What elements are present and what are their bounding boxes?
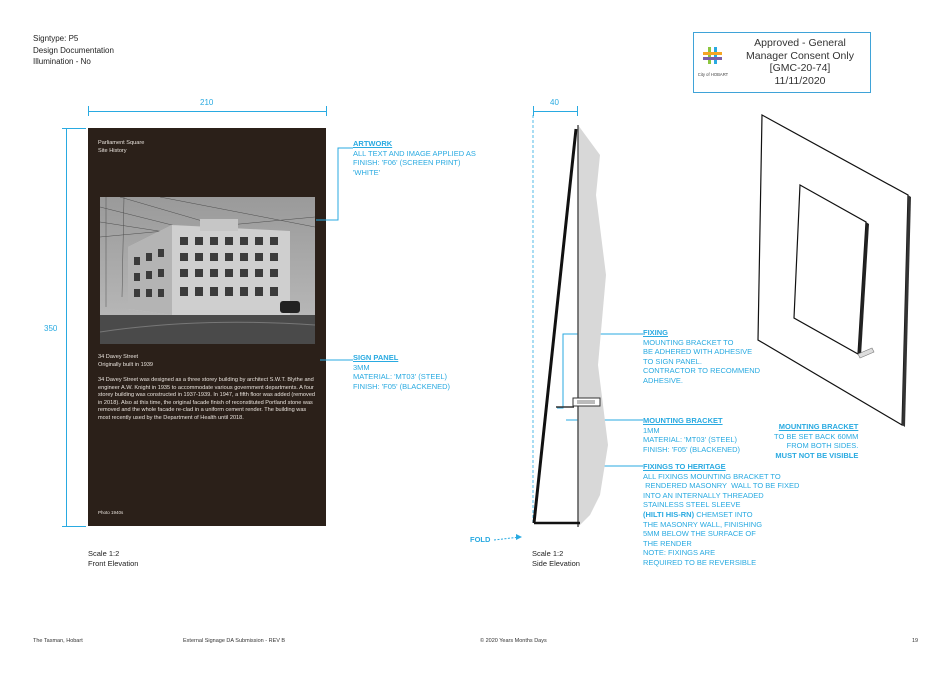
sign-panel-heading: SIGN PANEL <box>353 353 399 362</box>
stamp-line-3: [GMC-20-74] <box>769 62 831 74</box>
height-dimension-tick-bottom <box>62 526 86 527</box>
side-elevation-label <box>532 549 580 569</box>
width-dimension-tick-right <box>326 106 327 116</box>
front-elevation-label <box>88 549 138 569</box>
city-of-hobart-logo <box>698 43 728 83</box>
photo-credit: Photo 1940s <box>98 510 124 515</box>
depth-dimension-line <box>533 111 577 112</box>
width-dimension-value: 210 <box>200 98 214 107</box>
artwork-heading: ARTWORK <box>353 139 393 148</box>
historic-building-photo <box>100 197 315 344</box>
fixings-heritage-line: NOTE: FIXINGS ARE <box>643 548 716 558</box>
mounting-bracket-note <box>643 416 740 454</box>
sign-panel-line: MATERIAL: 'MT03' (STEEL) <box>353 372 447 382</box>
fixing-line: MOUNTING BRACKET TO <box>643 337 734 347</box>
fixings-heritage-line: RENDERED MASONRY WALL TO BE FIXED <box>643 481 800 491</box>
mounting-bracket-heading: MOUNTING BRACKET <box>643 416 723 425</box>
fixings-heritage-line: ALL FIXINGS MOUNTING BRACKET TO <box>643 471 781 481</box>
fixings-heritage-line: THE RENDER <box>643 538 692 548</box>
sign-panel-note <box>353 353 450 391</box>
fixing-note <box>643 328 760 386</box>
footer-project: The Tasman, Hobart <box>33 638 83 644</box>
footer-page-number: 19 <box>912 638 919 644</box>
fixing-line: TO SIGN PANEL. <box>643 356 702 366</box>
fixing-line: ADHESIVE. <box>643 375 684 385</box>
fixings-heritage-line: 5MM BELOW THE SURFACE OF <box>643 529 756 539</box>
signtype-label: Signtype: P5 <box>33 34 79 43</box>
width-dimension-tick-left <box>88 106 89 116</box>
bracket-setback-line: FROM BOTH SIDES. <box>786 441 859 451</box>
sign-panel-front <box>88 128 326 526</box>
footer-submission: External Signage DA Submission - REV B <box>183 638 286 644</box>
fixing-line: CONTRACTOR TO RECOMMEND <box>643 366 761 376</box>
history-body-text: 34 Davey Street was designed as a three storey building by architect S.W.T. Blythe and engineer A.W. Knight in 1935 to accommodate various government departments. A four storey building was constructed in 1937-1939. In 1947, a fifth floor was added (removed in 2018). Also at this time, the original facade finish of reconstituted Portland stone was removed and the whole facade re-clad in a uniform cement render. The building was most recently used by the Department of Health until 2018. <box>98 377 316 421</box>
bracket-setback-heading: MOUNTING BRACKET <box>778 422 859 431</box>
stamp-line-1: Approved - General <box>754 37 846 49</box>
panel-title: Parliament Square <box>98 140 145 146</box>
front-scale: Scale 1:2 <box>88 549 120 558</box>
height-dimension-line <box>66 128 67 526</box>
panel-subtitle: Site History <box>98 147 127 154</box>
fixings-heritage-line: STAINLESS STEEL SLEEVE <box>643 500 741 510</box>
illumination-label: Illumination - No <box>33 57 91 66</box>
caption-title: 34 Davey Street <box>98 354 139 360</box>
fixings-heritage-heading: FIXINGS TO HERITAGE <box>643 462 726 471</box>
width-dimension-line <box>88 111 326 112</box>
stamp-line-2: Manager Consent Only <box>746 49 854 62</box>
bracket-setback-warning: MUST NOT BE VISIBLE <box>775 450 859 460</box>
mounting-bracket-line: MATERIAL: 'MT03' (STEEL) <box>643 435 737 445</box>
isometric-view <box>750 110 920 430</box>
footer-copyright: © 2020 Years Months Days <box>480 638 547 644</box>
sign-type-header <box>33 33 114 68</box>
side-scale: Scale 1:2 <box>532 549 564 558</box>
svg-text:City of HOBART: City of HOBART <box>698 72 728 77</box>
fixings-heritage-line: THE MASONRY WALL, FINISHING <box>643 519 763 529</box>
front-view-name: Front Elevation <box>88 559 139 568</box>
fixings-heritage-line: INTO AN INTERNALLY THREADED <box>643 490 764 500</box>
fixings-heritage-note <box>643 462 799 568</box>
fixing-heading: FIXING <box>643 328 669 337</box>
artwork-line: ALL TEXT AND IMAGE APPLIED AS <box>353 148 476 158</box>
sign-panel-line: 3MM <box>353 362 370 372</box>
height-dimension-tick-top <box>62 128 86 129</box>
bracket-setback-line: TO BE SET BACK 60MM <box>774 431 859 441</box>
chemset-text: CHEMSET INTO <box>694 509 753 519</box>
artwork-line: FINISH: 'F06' (SCREEN PRINT) <box>353 158 461 168</box>
artwork-line: 'WHITE' <box>353 167 381 177</box>
stamp-text <box>730 37 870 87</box>
fixings-heritage-line <box>643 510 799 520</box>
side-view-name: Side Elevation <box>532 559 580 568</box>
fixing-line: BE ADHERED WITH ADHESIVE <box>643 347 753 357</box>
doc-type-label: Design Documentation <box>33 45 114 55</box>
caption-subtitle: Originally built in 1939 <box>98 361 154 368</box>
stamp-line-4: 11/11/2020 <box>774 74 826 87</box>
mounting-bracket-line: 1MM <box>643 425 660 435</box>
sign-panel-line: FINISH: 'F05' (BLACKENED) <box>353 381 451 391</box>
depth-dimension-value: 40 <box>550 98 559 107</box>
fixings-heritage-line: REQUIRED TO BE REVERSIBLE <box>643 557 757 567</box>
side-elevation-drawing <box>520 115 620 535</box>
bracket-setback-note <box>774 422 858 460</box>
height-dimension-value: 350 <box>44 324 58 333</box>
hilti-product: (HILTI HIS-RN) <box>643 509 695 519</box>
artwork-note <box>353 139 476 177</box>
mounting-bracket-line: FINISH: 'F05' (BLACKENED) <box>643 444 741 454</box>
fold-label: FOLD <box>470 535 491 544</box>
approval-stamp <box>693 32 871 93</box>
